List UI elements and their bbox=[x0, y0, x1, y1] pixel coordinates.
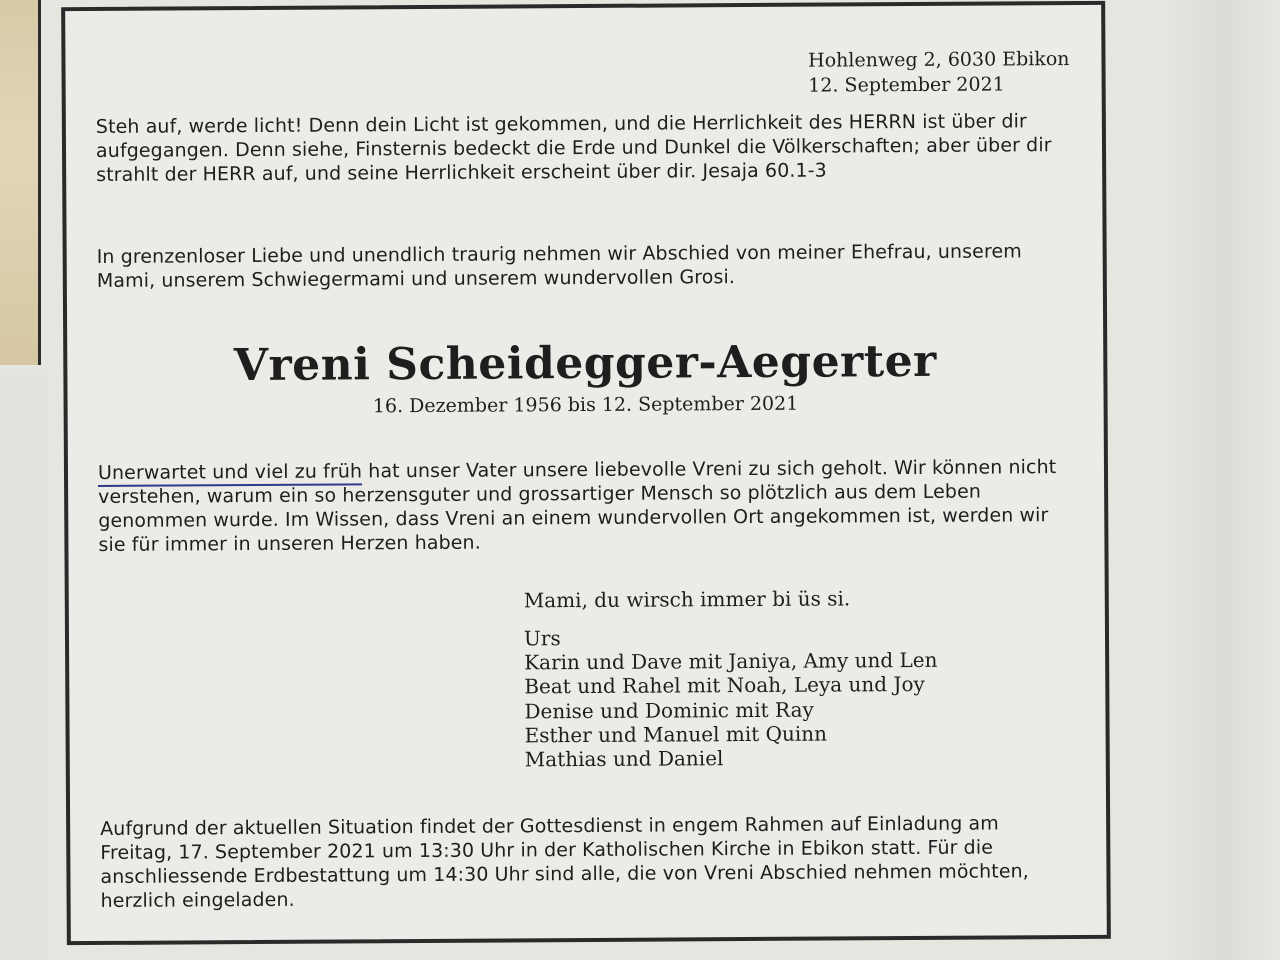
family-member: Denise und Dominic mit Ray bbox=[524, 697, 814, 723]
deceased-name: Vreni Scheidegger-Aegerter bbox=[233, 335, 937, 392]
adjacent-column-top bbox=[0, 0, 41, 365]
intro-text: In grenzenloser Liebe und unendlich traurig nehmen wir Abschied von meiner Ehefrau, unserem Mami, unserem Schwiegermami und unserem wundervollen Grosi. bbox=[96, 240, 1022, 292]
sender-address bbox=[808, 47, 1070, 99]
family-member: Karin und Dave mit Janiya, Amy und Len bbox=[524, 648, 938, 675]
family-member: Urs bbox=[523, 626, 561, 651]
message-text bbox=[98, 455, 1074, 557]
family-member: Esther und Manuel mit Quinn bbox=[524, 721, 828, 748]
bible-verse: Steh auf, werde licht! Denn dein Licht ist gekommen, und die Herrlichkeit des HERRN ist über dir aufgegangen. Denn siehe, Finsternis bedeckt die Erde und Dunkel die Völkerschaften; aber über dir strahlt der HERR auf, und seine Herrlichkeit erscheint über dir. Jesaja 60.1-3 bbox=[95, 110, 1052, 186]
message-rest: hat unser Vater unsere liebevolle Vreni zu sich geholt. Wir können nicht verstehen, warum ein so herzensguter und grossartiger Mensch so plötzlich aus dem Leben genommen wurde. Im Wissen, dass Vreni an einem wundervollen Ort angekommen ist, werden wir sie für immer in unseren Herzen haben. bbox=[98, 456, 1057, 556]
adjacent-page-right bbox=[1170, 0, 1280, 960]
signoff-line: Mami, du wirsch immer bi üs si. bbox=[523, 586, 851, 613]
obituary-notice bbox=[61, 1, 1111, 945]
adjacent-column-bottom bbox=[0, 375, 48, 960]
family-list bbox=[524, 624, 938, 772]
address-date: 12. September 2021 bbox=[808, 73, 1005, 97]
life-dates: 16. Dezember 1956 bis 12. September 2021 bbox=[372, 392, 799, 418]
family-member: Mathias und Daniel bbox=[524, 746, 724, 772]
family-member: Beat und Rahel mit Noah, Leya und Joy bbox=[524, 672, 925, 699]
service-info: Aufgrund der aktuellen Situation findet der Gottesdienst in engem Rahmen auf Einladung am Freitag, 17. September 2021 um 13:30 Uhr in der Katholischen Kirche in Ebikon statt. Für die anschliessende Erdbestattung um 14:30 Uhr sind alle, die von Vreni Abschied nehmen möchten, herzlich eingeladen. bbox=[100, 812, 1029, 912]
underlined-phrase: Unerwartet und viel zu früh bbox=[98, 460, 362, 487]
address-street: Hohlenweg 2, 6030 Ebikon bbox=[808, 48, 1070, 72]
